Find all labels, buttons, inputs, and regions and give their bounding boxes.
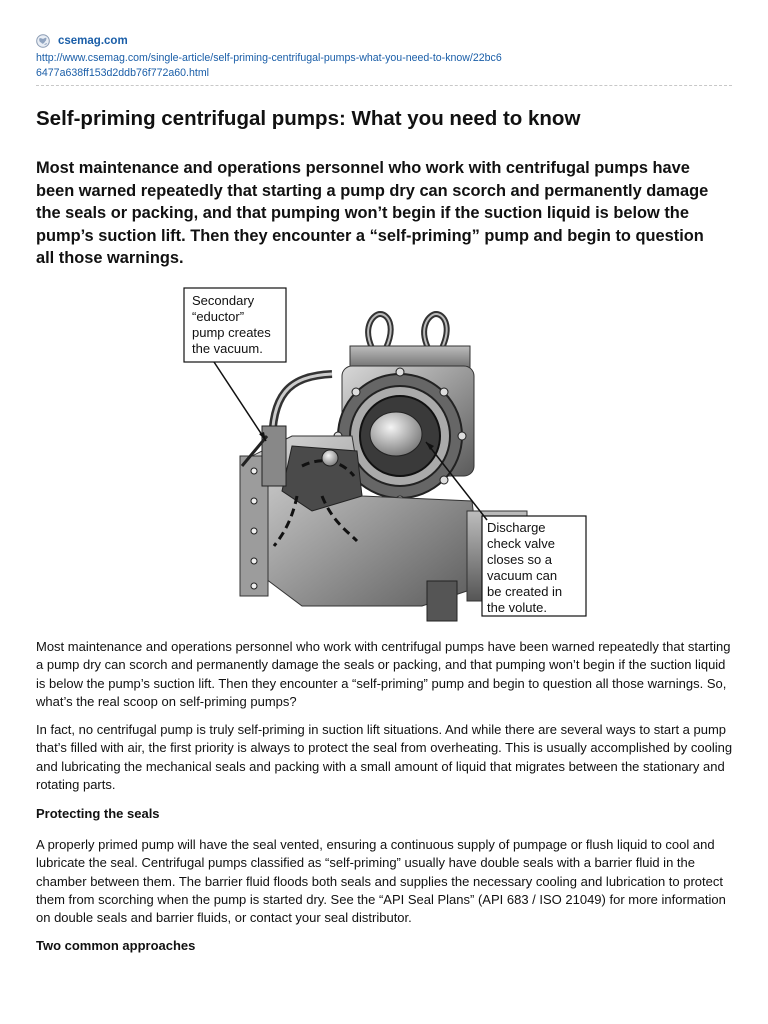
callout-top-line-4: the vacuum. (192, 341, 263, 356)
subhead-two-approaches: Two common approaches (36, 938, 196, 953)
article-lead: Most maintenance and operations personnel who work with centrifugal pumps have been warned repeatedly that starting a pump dry can scorch and permanently damage the seals or packing, and that pumping won’t begin if the suction liquid is below the pump’s suction lift. Then they encounter a “self-priming” pump and begin to question all those warnings. (36, 159, 709, 267)
article-title: Self-priming centrifugal pumps: What you need to know (36, 107, 581, 130)
callout-top-line-3: pump creates (192, 325, 271, 340)
subhead-protecting-seals: Protecting the seals (36, 806, 160, 821)
callout-bottom-line-3: closes so a (487, 552, 553, 567)
header-divider (36, 85, 732, 86)
callout-top-leader (214, 362, 266, 441)
source-url-link[interactable]: http://www.csemag.com/single-article/self-priming-centrifugal-pumps-what-you-need-to-know/22bc66477a638ff153d2ddb76f772a60.html (36, 52, 502, 79)
callout-top-line-2: “eductor” (192, 309, 245, 324)
source-header (36, 33, 736, 81)
callout-top-line-1: Secondary (192, 293, 255, 308)
globe-icon (36, 34, 50, 48)
lifting-eyes (368, 314, 447, 348)
callout-bottom-line-2: check valve (487, 536, 555, 551)
pump-diagram (182, 286, 590, 622)
paragraph-2: In fact, no centrifugal pump is truly self-priming in suction lift situations. And while there are several ways to start a pump that’s filled with air, the first priority is always to protect the seal from overheating. This is usually accomplished by cooling and lubricating the mechanical seals and packing with a small amount of liquid that migrates between the stationary and rotating parts. (36, 722, 733, 792)
site-row (36, 33, 736, 49)
paragraph-1: Most maintenance and operations personnel who work with centrifugal pumps have been warned repeatedly that starting a pump dry can scorch and permanently damage the seals or packing, and that pumping won’t begin if the suction liquid is below the pump’s suction lift. Then they encounter a “self-priming” pump and begin to question all those warnings. So, what’s the real scoop on self-priming pumps? (36, 639, 731, 709)
callout-bottom-line-5: be created in (487, 584, 563, 599)
site-name-link[interactable]: csemag.com (58, 35, 128, 47)
callout-bottom-line-4: vacuum can (487, 568, 558, 583)
callout-bottom-line-1: Discharge (487, 520, 546, 535)
paragraph-3: A properly primed pump will have the seal vented, ensuring a continuous supply of pumpage or flush liquid to cool and lubricate the seal. Centrifugal pumps classified as “self-priming” usually have double seals with a barrier fluid in the chamber between them. The barrier fluid floods both seals and supplies the necessary cooling and lubrication to protect them from scorching when the pump is started dry. See the “API Seal Plans” (API 683 / ISO 21049) for more information on double seals and barrier fluids, or contact your seal distributor. (36, 837, 726, 926)
callout-bottom-line-6: the volute. (487, 600, 547, 615)
